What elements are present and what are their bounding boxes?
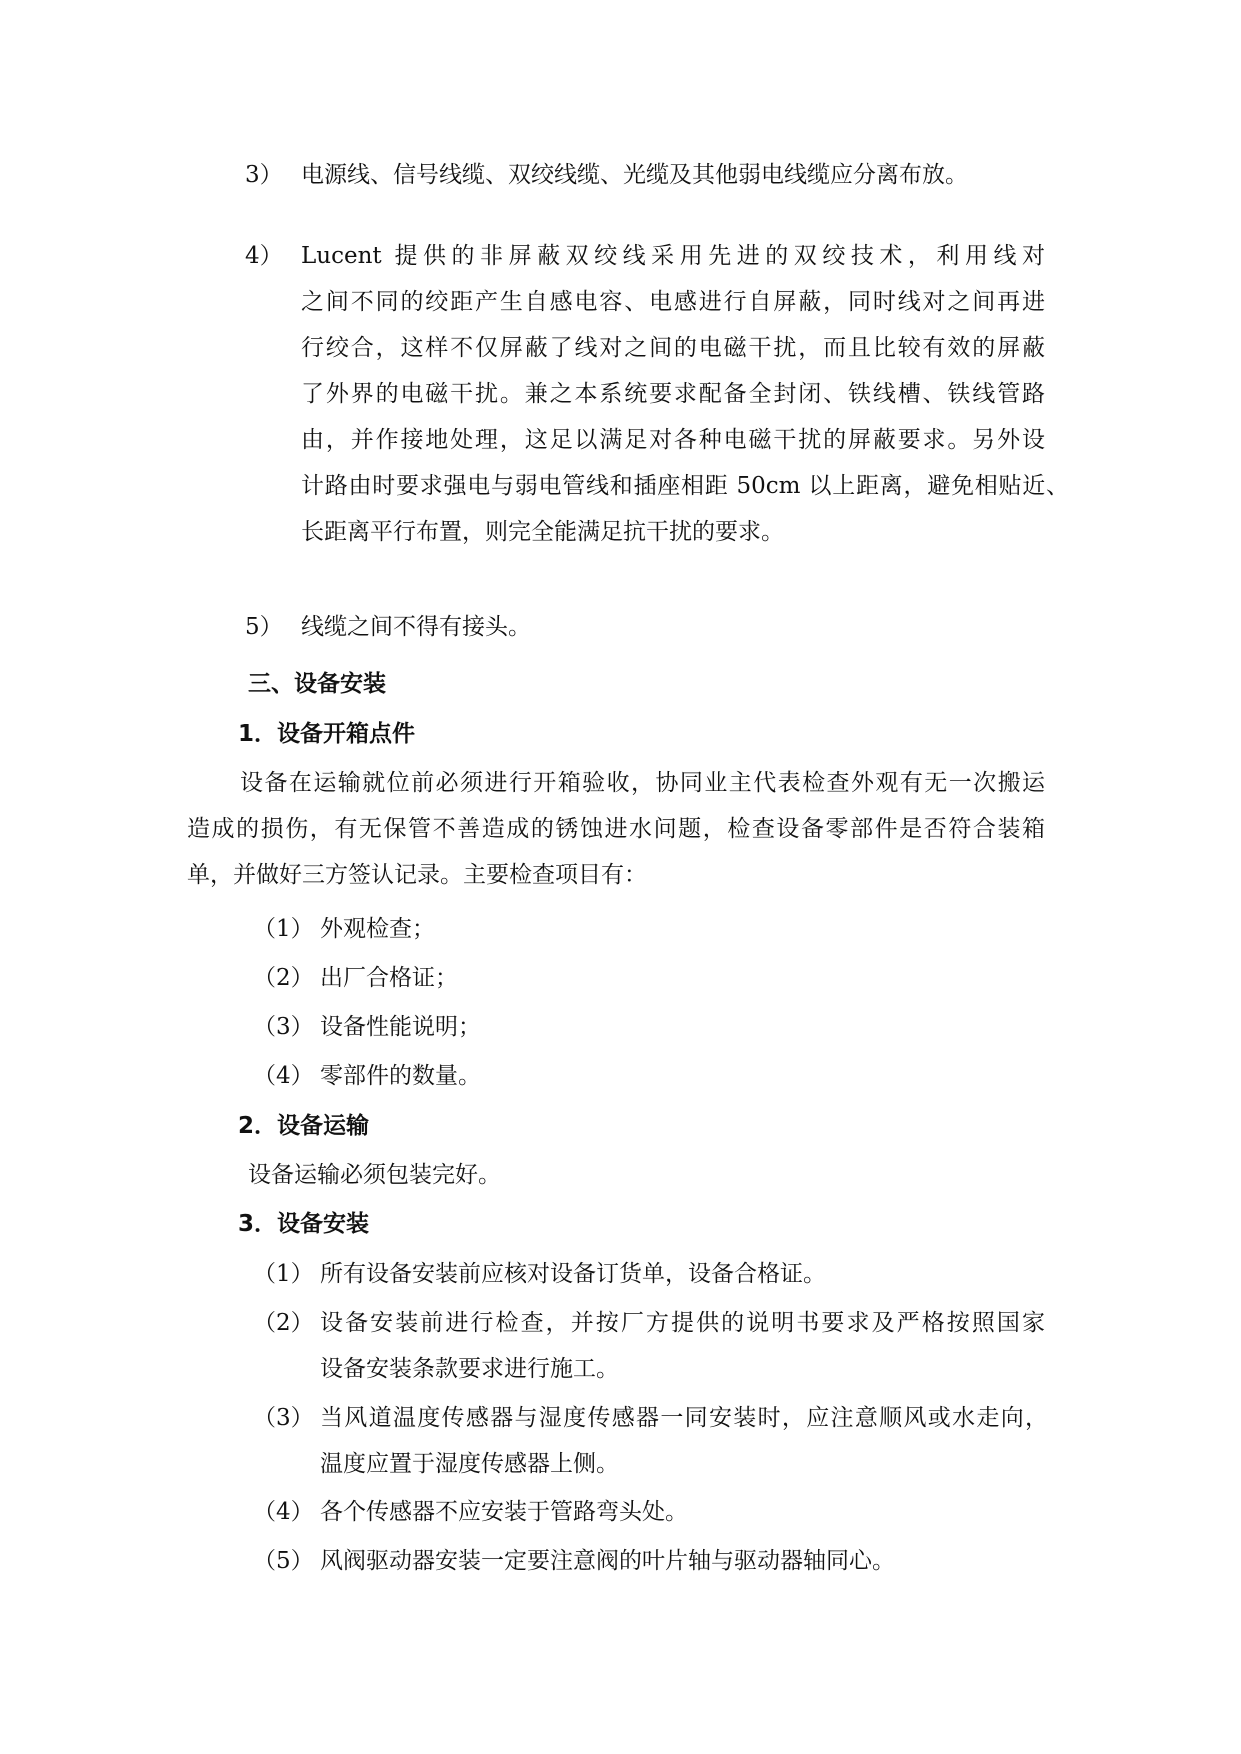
paragraph-line: 单，并做好三方签认记录。主要检查项目有： xyxy=(187,862,647,888)
subsection-heading: 1．设备开箱点件 xyxy=(238,721,416,747)
item-number: （2） xyxy=(253,965,314,991)
item-text-line: Lucent 提供的非屏蔽双绞线采用先进的双绞技术，利用线对 xyxy=(301,243,1045,269)
paragraph-line: 设备在运输就位前必须进行开箱验收，协同业主代表检查外观有无一次搬运 xyxy=(240,770,1045,796)
item-number: （4） xyxy=(253,1499,314,1525)
item-text: 所有设备安装前应核对设备订货单，设备合格证。 xyxy=(320,1261,826,1287)
item-number: （4） xyxy=(253,1063,314,1089)
item-number: 5） xyxy=(245,614,283,640)
subsection-heading: 3．设备安装 xyxy=(238,1211,370,1237)
item-text-line: 了外界的电磁干扰。兼之本系统要求配备全封闭、铁线槽、铁线管路 xyxy=(301,381,1045,407)
item-number: 3） xyxy=(245,162,283,188)
item-text: 电源线、信号线缆、双绞线缆、光缆及其他弱电线缆应分离布放。 xyxy=(301,162,968,188)
item-text: 线缆之间不得有接头。 xyxy=(301,614,531,640)
item-text: 出厂合格证； xyxy=(320,965,458,991)
item-text-line: 行绞合，这样不仅屏蔽了线对之间的电磁干扰，而且比较有效的屏蔽 xyxy=(301,335,1045,361)
item-text-line: 当风道温度传感器与湿度传感器一同安装时，应注意顺风或水走向， xyxy=(320,1405,1048,1431)
list-item xyxy=(0,1395,1241,1487)
paragraph-line: 造成的损伤，有无保管不善造成的锈蚀进水问题，检查设备零部件是否符合装箱 xyxy=(187,816,1045,842)
section-heading: 三、设备安装 xyxy=(248,671,386,697)
item-text-line: 温度应置于湿度传感器上侧。 xyxy=(320,1451,619,1477)
item-text: 各个传感器不应安装于管路弯头处。 xyxy=(320,1499,688,1525)
paragraph: 设备运输必须包装完好。 xyxy=(248,1162,501,1188)
item-number: （3） xyxy=(253,1405,314,1431)
item-text: 设备性能说明； xyxy=(320,1014,481,1040)
subsection-heading: 2．设备运输 xyxy=(238,1113,370,1139)
item-text-line: 计路由时要求强电与弱电管线和插座相距 50cm 以上距离，避免相贴近、 xyxy=(301,473,1069,499)
item-number: （1） xyxy=(253,916,314,942)
item-text-line: 设备安装条款要求进行施工。 xyxy=(320,1356,619,1382)
item-text-line: 设备安装前进行检查，并按厂方提供的说明书要求及严格按照国家 xyxy=(320,1310,1045,1336)
item-text-line: 由，并作接地处理，这足以满足对各种电磁干扰的屏蔽要求。另外设 xyxy=(301,427,1045,453)
paragraph xyxy=(0,760,1241,900)
item-number: （5） xyxy=(253,1548,314,1574)
item-text-line: 长距离平行布置，则完全能满足抗干扰的要求。 xyxy=(301,519,784,545)
item-text: 零部件的数量。 xyxy=(320,1063,481,1089)
list-item xyxy=(0,233,1241,563)
item-number: 4） xyxy=(245,243,283,269)
item-text-line: 之间不同的绞距产生自感电容、电感进行自屏蔽，同时线对之间再进 xyxy=(301,289,1045,315)
item-number: （3） xyxy=(253,1014,314,1040)
item-text: 风阀驱动器安装一定要注意阀的叶片轴与驱动器轴同心。 xyxy=(320,1548,895,1574)
item-number: （2） xyxy=(253,1310,314,1336)
list-item xyxy=(0,1300,1241,1392)
item-number: （1） xyxy=(253,1261,314,1287)
item-text: 外观检查； xyxy=(320,916,435,942)
